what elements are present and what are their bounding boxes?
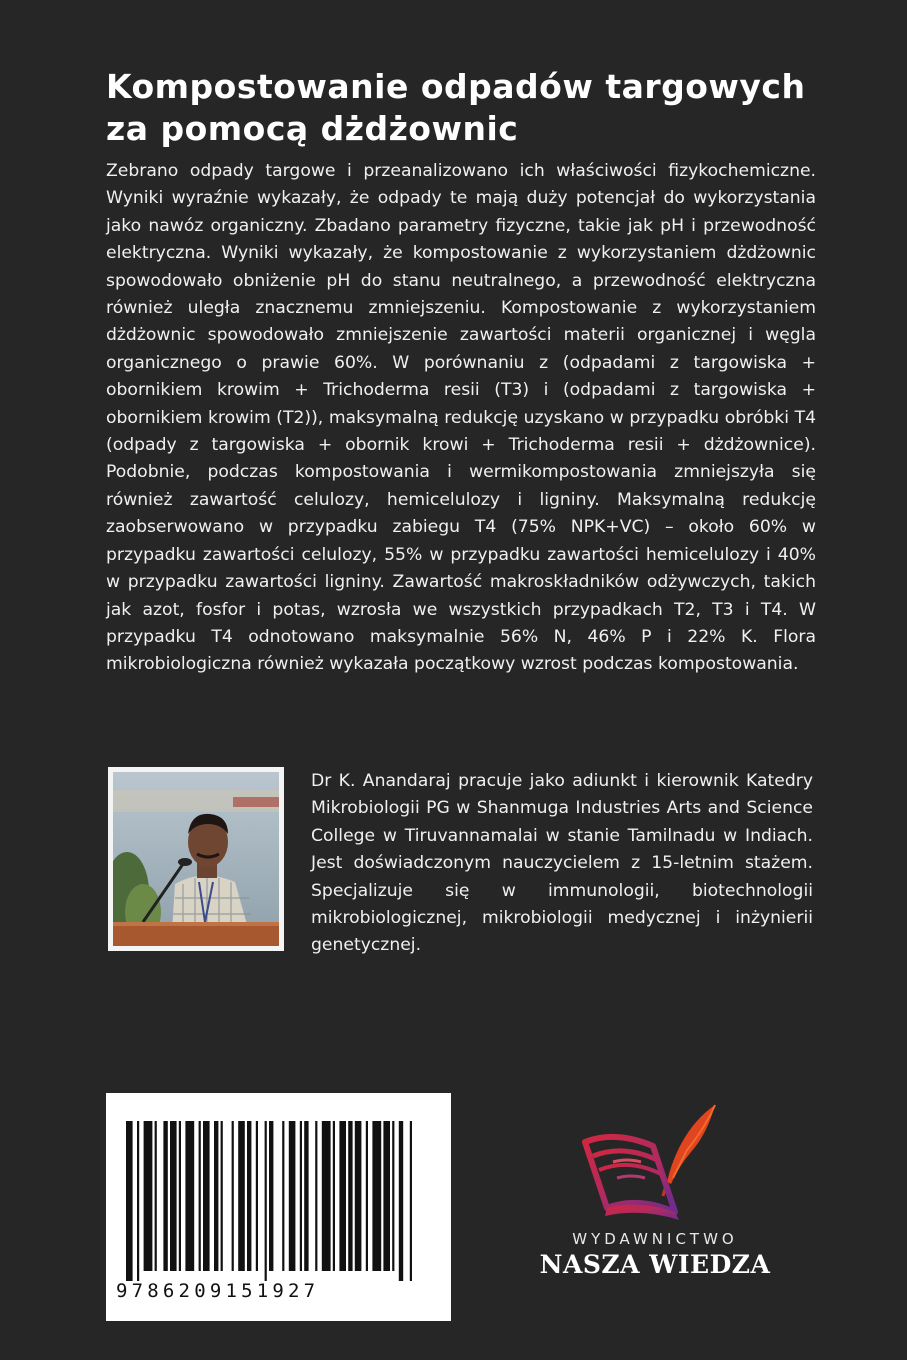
barcode-bar [144,1121,153,1271]
book-with-quill-icon [575,1100,735,1225]
barcode-bar [199,1121,201,1271]
barcode-bar [256,1121,258,1271]
barcode-bar [214,1121,218,1271]
barcode-bar [163,1121,167,1271]
publisher-logo [520,1100,790,1290]
barcode-bar [179,1121,181,1271]
author-photo [108,767,284,951]
barcode-bar [315,1121,317,1271]
barcode-bar [238,1121,245,1271]
barcode-bars [106,1093,451,1283]
barcode-bar [300,1121,302,1271]
barcode-bar [185,1121,194,1271]
barcode-bar [304,1121,308,1271]
barcode-bar [126,1121,133,1281]
barcode-bar [221,1121,223,1271]
barcode-bar [392,1121,394,1271]
barcode-bar [410,1121,412,1281]
barcode-bar [339,1121,346,1271]
barcode-bar [203,1121,210,1271]
barcode-bar [322,1121,331,1271]
publisher-name: NASZA WIEDZA [539,1250,771,1279]
barcode-bar [232,1121,234,1271]
barcode-bar [170,1121,177,1271]
isbn-number: 9786209151927 [116,1280,320,1302]
barcode-bar [348,1121,352,1271]
barcode-bar [265,1121,267,1281]
author-portrait-photo-icon [113,772,279,946]
barcode-bar [399,1121,403,1281]
barcode-bar [355,1121,362,1271]
author-bio: Dr K. Anandaraj pracuje jako adiunkt i kierownik Katedry Mikrobiologii PG w Shanmuga Industries Arts and Science College w Tiruvannamalai w stanie Tamilnadu w Indiach. Jest doświadczonym nauczycielem z 15-letnim stażem. Specjalizuje się w immunologii, biotechnologii mikrobiologicznej, mikrobiologii medycznej i inżynierii genetycznej. [311,771,813,956]
publisher-label: WYDAWNICTWO [572,1230,738,1248]
barcode-bar [372,1121,381,1271]
barcode-bar [333,1121,335,1271]
barcode-bar [282,1121,284,1271]
barcode-bar [289,1121,296,1271]
barcode-bar [269,1121,273,1271]
barcode-bar [366,1121,368,1271]
book-abstract: Zebrano odpady targowe i przeanalizowano ich właściwości fizykochemiczne. Wyniki wyraźnie wykazały, że odpady te mają duży potencjał do wykorzystania jako nawóz organiczny. Zbadano parametry fizyczne, takie jak pH i przewodność elektryczna. Wyniki wykazały, że kompostowanie z wykorzystaniem dżdżownic spowodowało obniżenie pH do stanu neutralnego, a przewodność elektryczna również uległa znacznemu zmniejszeniu. Kompostowanie z wykorzystaniem dżdżownic spowodowało zmniejszenie zawartości materii organicznej i węgla organicznego o prawie 60%. W porównaniu z (odpadami z targowiska + obornikiem krowim + Trichoderma resii (T3) i (odpadami z targowiska + obornikiem krowim (T2)), maksymalną redukcję uzyskano w przypadku obróbki T4 (odpady z targowiska + obornik krowi + Trichoderma resii + dżdżownice). Podobnie, podczas kompostowania i wermikompostowania zmniejszyła się również zawartość celulozy, hemicelulozy i ligniny. Maksymalną redukcję zaobserwowano w przypadku zabiegu T4 (75% NPK+VC) – około 60% w przypadku zawartości celulozy, 55% w przypadku zawartości hemicelulozy i 40% w przypadku zawartości ligniny. Zawartość makroskładników odżywczych, takich jak azot, fosfor i potas, wzrosła we wszystkich przypadkach T2, T3 i T4. W przypadku T4 odnotowano maksymalnie 56% N, 46% P i 22% K. Flora mikrobiologiczna również wykazała początkowy wzrost podczas kompostowania. [106,161,816,675]
barcode-bar [137,1121,139,1281]
barcode-bar [247,1121,251,1271]
barcode-bar [383,1121,390,1271]
barcode-bar [155,1121,157,1271]
isbn-barcode [106,1093,451,1321]
book-title: Kompostowanie odpadów targowych za pomocą dżdżownic [106,67,806,148]
